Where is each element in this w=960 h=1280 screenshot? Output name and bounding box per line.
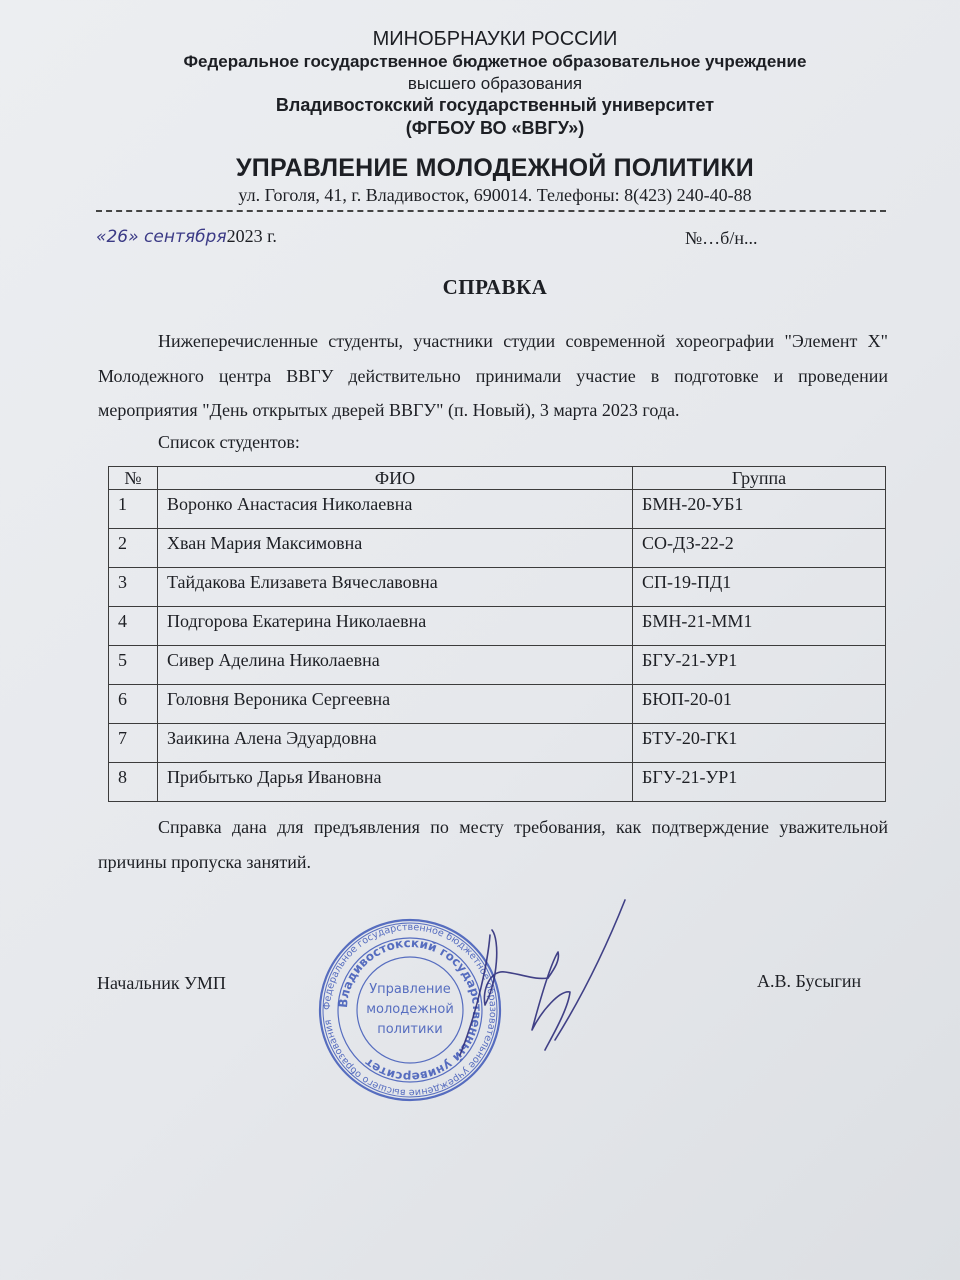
table-row — [109, 607, 886, 646]
row-number: 5 — [109, 646, 158, 685]
student-name: Воронко Анастасия Николаевна — [158, 490, 633, 529]
student-name: Тайдакова Елизавета Вячеславовна — [158, 568, 633, 607]
closing-statement: Справка дана для предъявления по месту требования, как подтверждение уважительной причины пропуска занятий. — [98, 817, 888, 872]
row-number: 8 — [109, 763, 158, 802]
date-year: 2023 г. — [226, 226, 277, 246]
row-number: 4 — [109, 607, 158, 646]
column-header-group: Группа — [633, 467, 886, 490]
table-row — [109, 763, 886, 802]
institution-type-line1: Федеральное государственное бюджетное образовательное учреждение — [183, 52, 807, 71]
student-group: БГУ-21-УР1 — [633, 646, 886, 685]
issue-date — [96, 226, 277, 247]
student-group: СО-ДЗ-22-2 — [633, 529, 886, 568]
document-number: №…б/н... — [685, 228, 758, 248]
student-group: БМН-21-ММ1 — [633, 607, 886, 646]
stamp-middle-text: Владивостокский государственный университет — [335, 935, 485, 1085]
student-list-label: Список студентов: — [158, 432, 300, 452]
ministry-name: МИНОБРНАУКИ РОССИИ — [372, 28, 618, 50]
table-row — [109, 646, 886, 685]
stamp-center-line: молодежной — [366, 1002, 454, 1017]
student-group: БГУ-21-УР1 — [633, 763, 886, 802]
document-body: Нижеперечисленные студенты, участники студии современной хореографии "Элемент Х" Молодежного центра ВВГУ действительно принимали участие в подготовке и проведении мероприятия "День открытых дверей ВВГУ" (п. Новый), 3 марта 2023 года. — [98, 331, 888, 420]
table-row — [109, 490, 886, 529]
university-short-name: (ФГБОУ ВО «ВВГУ») — [405, 118, 585, 138]
department-name: УПРАВЛЕНИЕ МОЛОДЕЖНОЙ ПОЛИТИКИ — [236, 154, 754, 182]
document-title: СПРАВКА — [442, 275, 548, 299]
handwritten-signature — [430, 880, 650, 1070]
student-group: БТУ-20-ГК1 — [633, 724, 886, 763]
student-name: Подгорова Екатерина Николаевна — [158, 607, 633, 646]
student-group: СП-19-ПД1 — [633, 568, 886, 607]
header-divider — [96, 210, 886, 212]
student-name: Заикина Алена Эдуардовна — [158, 724, 633, 763]
row-number: 7 — [109, 724, 158, 763]
signatory-name: А.В. Бусыгин — [757, 971, 862, 991]
university-name: Владивостокский государственный университет — [275, 95, 715, 115]
student-name: Прибытько Дарья Ивановна — [158, 763, 633, 802]
stamp-center-line: политики — [377, 1022, 443, 1037]
stamp-outer-text: Федеральное государственное бюджетное образовательное учреждение высшего образования — [321, 921, 499, 1099]
row-number: 2 — [109, 529, 158, 568]
row-number: 3 — [109, 568, 158, 607]
student-group: БМН-20-УБ1 — [633, 490, 886, 529]
row-number: 1 — [109, 490, 158, 529]
row-number: 6 — [109, 685, 158, 724]
student-name: Сивер Аделина Николаевна — [158, 646, 633, 685]
signatory-position: Начальник УМП — [97, 973, 226, 993]
institution-type-line2: высшего образования — [407, 74, 583, 93]
table-row — [109, 529, 886, 568]
handwritten-date: «26» сентября — [96, 227, 227, 247]
table-row — [109, 568, 886, 607]
table-header-row — [109, 467, 886, 490]
student-name: Хван Мария Максимовна — [158, 529, 633, 568]
table-row — [109, 724, 886, 763]
stamp-center-line: Управление — [369, 982, 451, 997]
address-line: ул. Гоголя, 41, г. Владивосток, 690014. Телефоны: 8(423) 240-40-88 — [238, 185, 752, 205]
column-header-number: № — [109, 467, 158, 490]
student-group: БЮП-20-01 — [633, 685, 886, 724]
table-row — [109, 685, 886, 724]
student-name: Головня Вероника Сергеевна — [158, 685, 633, 724]
column-header-name: ФИО — [158, 467, 633, 490]
students-table — [108, 466, 886, 802]
